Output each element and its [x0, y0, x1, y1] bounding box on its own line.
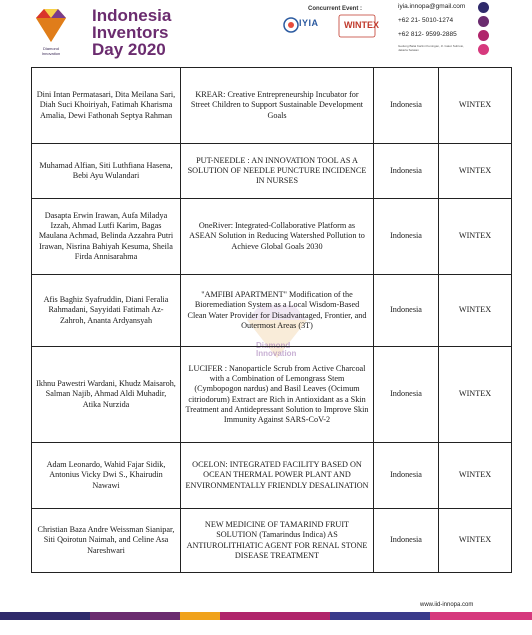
event-title	[92, 7, 171, 58]
event-cell: WINTEX	[439, 443, 512, 509]
country-cell: Indonesia	[374, 443, 439, 509]
country-cell: Indonesia	[374, 144, 439, 199]
country-cell: Indonesia	[374, 509, 439, 573]
event-title-line3: Day 2020	[92, 40, 166, 59]
table-row	[32, 509, 512, 573]
footer-bar-segment	[330, 612, 430, 620]
country-cell: Indonesia	[374, 68, 439, 144]
authors-cell: Muhamad Alfian, Siti Luthfiana Hasena, Bebi Ayu Wulandari	[32, 144, 181, 199]
logo-caption	[26, 46, 76, 56]
table-row	[32, 144, 512, 199]
table-row	[32, 347, 512, 443]
title-cell: KREAR: Creative Entrepreneurship Incubator for Street Children to Support Sustainable Development Goals	[181, 68, 374, 144]
authors-cell: Dini Intan Permatasari, Dita Meilana Sari, Diah Suci Khoiriyah, Fatimah Kharisma Amalia, Dewi Fathonah Septya Rahman	[32, 68, 181, 144]
title-cell: OneRiver: Integrated-Collaborative Platform as ASEAN Solution in Reducing Watershed Pollution to Achieve Global Goals 2030	[181, 199, 374, 275]
partner-iyia: IYIA	[299, 18, 319, 28]
watermark-line2: Innovation	[256, 349, 297, 358]
table-row	[32, 199, 512, 275]
table-row	[32, 443, 512, 509]
country-cell: Indonesia	[374, 275, 439, 347]
table-row	[32, 68, 512, 144]
participants-table	[31, 67, 512, 573]
logo-caption-line1: Diamond	[42, 46, 59, 51]
event-cell: WINTEX	[439, 199, 512, 275]
event-title-line2: Inventors	[92, 23, 169, 42]
title-cell: "AMFIBI APARTMENT" Modification of the Bioremediation System as a Local Wisdom-Based Clean Water Provider for Disadvantaged, Frontier, and Outermost Areas (3T)	[181, 275, 374, 347]
country-cell: Indonesia	[374, 199, 439, 275]
contact-phone1: +62 21- 5010-1274	[398, 17, 454, 24]
authors-cell: Dasapta Erwin Irawan, Aufa Miladya Izzah, Ahmad Lutfi Karim, Bagas Maulana Achmad, Belinda Azzahra Putri Irawan, Nisrina Bahiyah Kesuma, Sheila Firda Annisarahma	[32, 199, 181, 275]
footer-bar-segment	[430, 612, 532, 620]
contact-phone2: +62 812- 9599-2885	[398, 31, 457, 38]
authors-cell: Ikhnu Pawestri Wardani, Khudz Maisaroh, Salman Najib, Ahmad Aldi Muhadir, Atika Nurzida	[32, 347, 181, 443]
country-cell: Indonesia	[374, 347, 439, 443]
authors-cell: Afis Baghiz Syafruddin, Diani Feralia Rahmadani, Sayyidati Fatimah Az-Zahroh, Ananta Ardyansyah	[32, 275, 181, 347]
contact-email: iyia.innopa@gmail.com	[398, 3, 466, 10]
logo-caption-line2: Innovation	[41, 51, 61, 56]
event-title-line1: Indonesia	[92, 6, 172, 25]
title-cell: PUT-NEEDLE : AN INNOVATION TOOL AS A SOLUTION OF NEEDLE PUNCTURE INCIDENCE IN NURSES	[181, 144, 374, 199]
table-row	[32, 275, 512, 347]
authors-cell: Adam Leonardo, Wahid Fajar Sidik, Antonius Vicky Dwi S., Khairudin Nawawi	[32, 443, 181, 509]
concurrent-event-label: Concurrent Event :	[308, 6, 363, 12]
page-header	[0, 0, 532, 62]
footer-bar-segment	[180, 612, 220, 620]
footer-bar-segment	[90, 612, 180, 620]
title-cell: NEW MEDICINE OF TAMARIND FRUIT SOLUTION (Tamarindus Indica) AS ANTIUROLITHIATIC AGENT FOR RENAL STONE DISEASE TREATMENT	[181, 509, 374, 573]
footer-bar-segment	[0, 612, 90, 620]
partner-wintex: WINTEX	[344, 20, 379, 30]
phone-icon	[478, 16, 489, 27]
location-icon	[478, 44, 489, 55]
event-cell: WINTEX	[439, 347, 512, 443]
title-cell: OCELON: INTEGRATED FACILITY BASED ON OCEAN THERMAL POWER PLANT AND ENVIRONMENTALLY FRIENDLY DESALINATION	[181, 443, 374, 509]
event-cell: WINTEX	[439, 68, 512, 144]
diamond-logo-icon	[30, 4, 72, 46]
title-cell: LUCIFER : Nanoparticle Scrub from Active Charcoal with a Combination of Lemongrass Stem (Cymbopogon nardus) and Basil Leaves (Ocimum citriodorum) Extract are Rich in Antioxidant as a Skin Treatment and Antidepressant Solution to Improve Skin Immunity Against SARS-CoV-2	[181, 347, 374, 443]
website-link[interactable]: www.iid-innopa.com	[420, 602, 474, 608]
watermark-line1: Diamond	[256, 341, 291, 350]
email-icon	[478, 2, 489, 13]
event-cell: WINTEX	[439, 509, 512, 573]
authors-cell: Christian Baza Andre Weissman Sianipar, Siti Qoirotun Naimah, and Celine Asa Nareshwari	[32, 509, 181, 573]
event-cell: WINTEX	[439, 275, 512, 347]
event-cell: WINTEX	[439, 144, 512, 199]
whatsapp-icon	[478, 30, 489, 41]
contact-address: Gedung Balai Kartini Kuningan, Jl. Gatot Subroto, Jakarta Selatan	[398, 44, 465, 52]
footer-bar-segment	[220, 612, 330, 620]
